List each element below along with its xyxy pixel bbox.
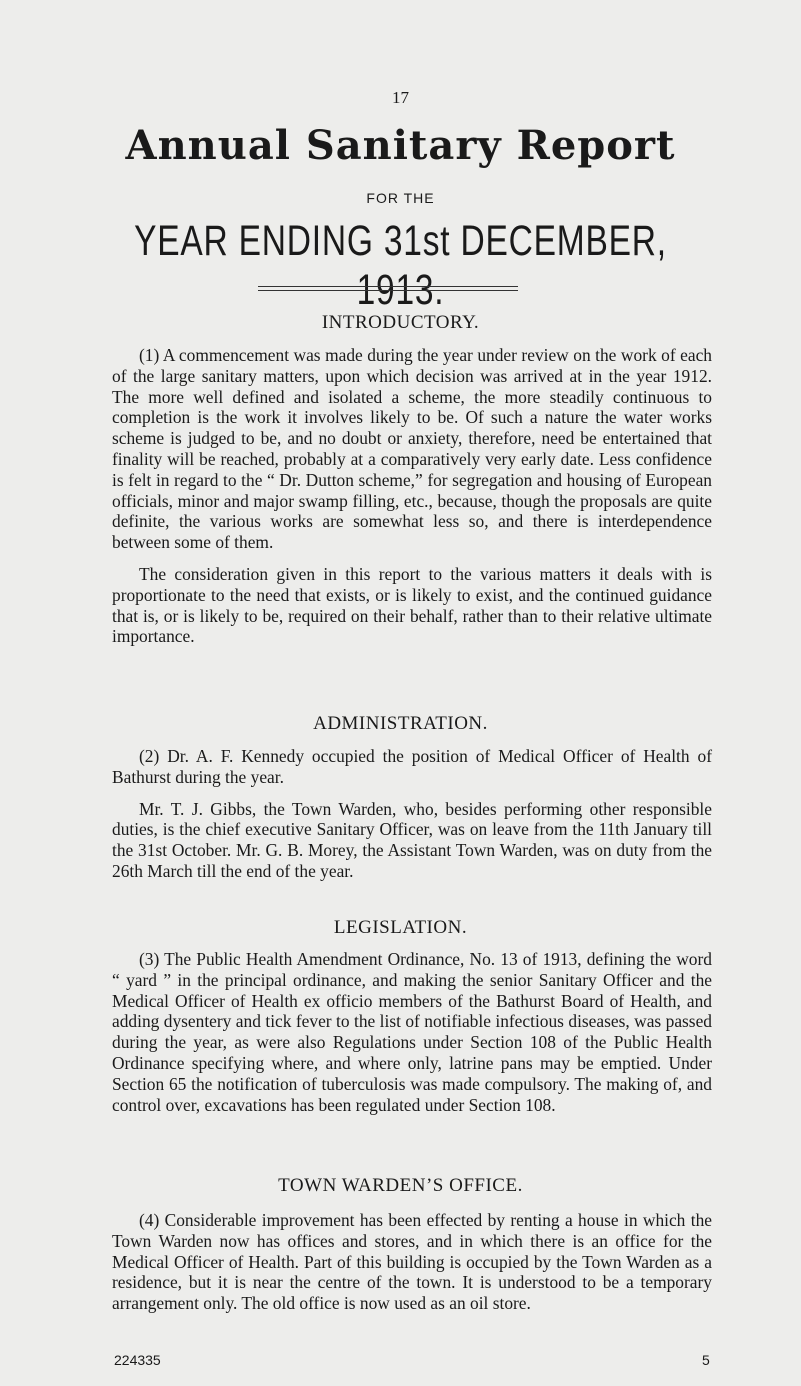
heading-introductory: INTRODUCTORY. (321, 312, 480, 333)
section-administration (112, 746, 712, 882)
paragraph: (4) Considerable improvement has been effected by renting a house in which the Town Warden now has offices and stores, and in which there is an office for the Medical Officer of Health. Part of this building is occupied by the Town Warden as a residence, but it is near the centre of the town. It is understood to be a temporary arrangement only. The old office is now used as an oil store. (112, 1210, 712, 1314)
paragraph: (1) A commencement was made during the year under review on the work of each of the large sanitary matters, upon which decision was arrived at in the year 1912. The more well defined and isolated a scheme, the more steadily continuous to completion is the work it involves likely to be. Of such a nature the water works scheme is judged to be, and no doubt or anxiety, therefore, need be entertained that finality will be reached, probably at a comparatively very early date. Less confidence is felt in regard to the “ Dr. Dutton scheme,” for segregation and housing of European officials, minor and major swamp filling, etc., because, though the proposals are quite definite, the various works are somewhat less so, and there is interdependence between some of them. (112, 345, 712, 553)
paragraph: Mr. T. J. Gibbs, the Town Warden, who, besides performing other responsible duties, is the chief executive Sanitary Officer, was on leave from the 11th January till the 31st October. Mr. G. B. Morey, the Assistant Town Warden, was on duty from the 26th March till the end of the year. (112, 798, 712, 881)
report-title: Annual Sanitary Report (125, 122, 676, 169)
section-legislation (112, 949, 712, 1115)
footer-print-code: 224335 (114, 1352, 161, 1368)
paragraph: (3) The Public Health Amendment Ordinance, No. 13 of 1913, defining the word “ yard ” in the principal ordinance, and making the senior Sanitary Officer and the Medical Officer of Health ex officio members of the Bathurst Board of Health, and adding dysentery and tick fever to the list of notifiable infectious diseases, was passed during the year, as were also Regulations under Section 108 of the Public Health Ordinance specifying where, and where only, latrine pans may be emptied. Under Section 65 the notification of tuberculosis was made compulsory. The making of, and control over, excavations has been regulated under Section 108. (112, 949, 712, 1115)
divider-rule (258, 290, 518, 291)
subtitle-for: FOR THE (366, 190, 435, 206)
heading-administration: ADMINISTRATION. (313, 713, 488, 734)
section-town-warden-office (112, 1210, 712, 1314)
heading-legislation: LEGISLATION. (333, 917, 468, 938)
divider-rule (258, 286, 518, 287)
paragraph: (2) Dr. A. F. Kennedy occupied the position of Medical Officer of Health of Bathurst during the year. (112, 746, 712, 787)
section-introductory (112, 345, 712, 647)
paragraph: The consideration given in this report to the various matters it deals with is proportionate to the need that exists, or is likely to exist, and the continued guidance that is, or is likely to be, required on their behalf, rather than to their relative ultimate importance. (112, 563, 712, 647)
heading-town-warden-office: TOWN WARDEN’S OFFICE. (278, 1175, 523, 1196)
footer-signature-mark: 5 (702, 1352, 710, 1368)
page-number: 17 (392, 88, 409, 107)
year-line: YEAR ENDING 31st DECEMBER, 1913. (134, 217, 667, 314)
